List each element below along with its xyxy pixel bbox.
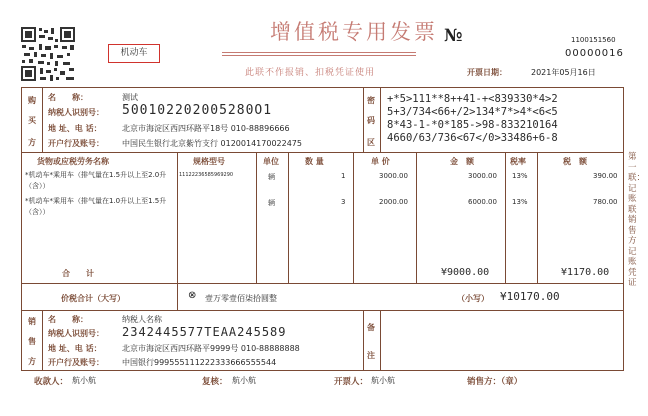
invoice-code: 1100151560 <box>571 36 616 44</box>
note-label-2: 注 <box>367 351 375 360</box>
item-amount: 6000.00 <box>468 198 497 206</box>
buyer-side-label-3: 方 <box>28 138 36 147</box>
drawer-label: 开票人： <box>334 377 369 387</box>
item-amount: 3000.00 <box>468 172 497 180</box>
seller-side-label-1: 销 <box>28 317 36 326</box>
item-name: *机动车*乘用车（排气量在1.0升以上至1.5升（含）） <box>25 197 167 216</box>
seller-side-label-2: 售 <box>28 337 36 346</box>
buyer-side-label-1: 购 <box>28 96 36 105</box>
item-unit: 辆 <box>268 199 275 207</box>
col-header-price: 单 价 <box>371 157 390 166</box>
buyer-bank-label: 开户行及账号： <box>48 139 104 148</box>
cipher-side-label-3: 区 <box>367 138 375 147</box>
cipher-line: 8*43-1-*0*185->98-833210164 <box>387 119 558 131</box>
seller-bank: 中国银行999555111222333666555544 <box>122 358 277 367</box>
buyer-name-label: 名 称： <box>48 93 88 102</box>
payee-label: 收款人： <box>34 377 69 387</box>
drawer: 航小航 <box>371 376 395 385</box>
cross-circle-icon: ⊗ <box>188 290 197 301</box>
date-label: 开票日期： <box>467 68 507 77</box>
sum-lower: ¥10170.00 <box>500 290 560 303</box>
sum-lower-label: （小写） <box>457 294 489 303</box>
buyer-tax-id: 500102202005280O1 <box>122 103 273 118</box>
total-tax: ¥1170.00 <box>561 267 610 278</box>
vehicle-badge: 机动车 <box>108 44 160 63</box>
invoice-subtitle: 此联不作报销、扣税凭证使用 <box>245 68 376 78</box>
seller-tax-label: 纳税人识别号： <box>48 329 104 338</box>
reviewer-label: 复核： <box>202 377 228 387</box>
qr-code <box>20 26 76 82</box>
seller-bank-label: 开户行及账号： <box>48 358 104 367</box>
seller-side-label-3: 方 <box>28 357 36 366</box>
col-header-spec: 规格型号 <box>193 157 225 166</box>
buyer-tax-label: 纳税人识别号： <box>48 108 104 117</box>
note-label-1: 备 <box>367 323 375 332</box>
buyer-bank: 中国民生银行北京紫竹支行 0120014170022475 <box>122 139 302 148</box>
sum-upper: 壹万零壹佰柒拾圆整 <box>205 294 277 303</box>
buyer-addr-label: 地 址、电 话： <box>48 124 102 133</box>
cipher-line: +*5>111**8++41-+<839330*4>2 <box>387 93 558 105</box>
col-header-qty: 数 量 <box>305 157 324 166</box>
seller-tax-id: 2342445577TEAA245589 <box>122 325 287 339</box>
item-name: *机动车*乘用车（排气量在1.5升以上至2.0升（含）） <box>25 171 167 190</box>
col-header-name: 货物或应税劳务名称 <box>37 157 109 166</box>
item-tax: 390.00 <box>593 172 618 180</box>
total-label: 合 计 <box>62 269 94 278</box>
sum-label: 价税合计（大写） <box>61 294 125 303</box>
seller-addr: 北京市海淀区西四环路平9999号 010-88888888 <box>122 344 300 353</box>
item-price: 3000.00 <box>379 172 408 180</box>
item-tax: 780.00 <box>593 198 618 206</box>
payee: 航小航 <box>72 376 96 385</box>
seller-addr-label: 地 址、电 话： <box>48 344 102 353</box>
col-header-rate: 税率 <box>510 157 526 166</box>
cipher-line: 4660/63/736<67</0>33486+6-8 <box>387 132 558 144</box>
buyer-side-label-2: 买 <box>28 116 36 125</box>
invoice-title: 增值税专用发票 <box>270 20 438 44</box>
item-unit: 辆 <box>268 173 275 181</box>
cipher-side-label-2: 码 <box>367 116 375 125</box>
invoice-date: 2021年05月16日 <box>531 68 596 77</box>
col-header-amount: 金 额 <box>450 157 474 166</box>
col-header-tax: 税 额 <box>563 157 587 166</box>
total-amount: ¥9000.00 <box>441 267 490 278</box>
seller-name-label: 名 称： <box>48 315 88 324</box>
side-note: 第一联：记账联 销售方记账凭证 <box>628 152 646 288</box>
reviewer: 航小航 <box>232 376 256 385</box>
cipher-line: 5+3/734<66+/2>134*7*>4*<6<5 <box>387 106 558 118</box>
col-header-unit: 单位 <box>263 157 279 166</box>
item-rate: 13% <box>512 198 528 206</box>
buyer-name: 测试 <box>122 93 138 102</box>
item-price: 2000.00 <box>379 198 408 206</box>
seller-stamp-label: 销售方：（章） <box>467 377 523 387</box>
item-qty: 1 <box>341 172 346 180</box>
buyer-addr: 北京市海淀区西四环路平18号 010-88896666 <box>122 124 290 133</box>
invoice-number: 00000016 <box>565 48 624 59</box>
seller-name: 纳税人名称 <box>122 315 162 324</box>
number-symbol: № <box>444 26 463 46</box>
item-spec: 11122236585969290 <box>179 172 234 178</box>
item-qty: 3 <box>341 198 346 206</box>
cipher-side-label-1: 密 <box>367 96 375 105</box>
item-rate: 13% <box>512 172 528 180</box>
